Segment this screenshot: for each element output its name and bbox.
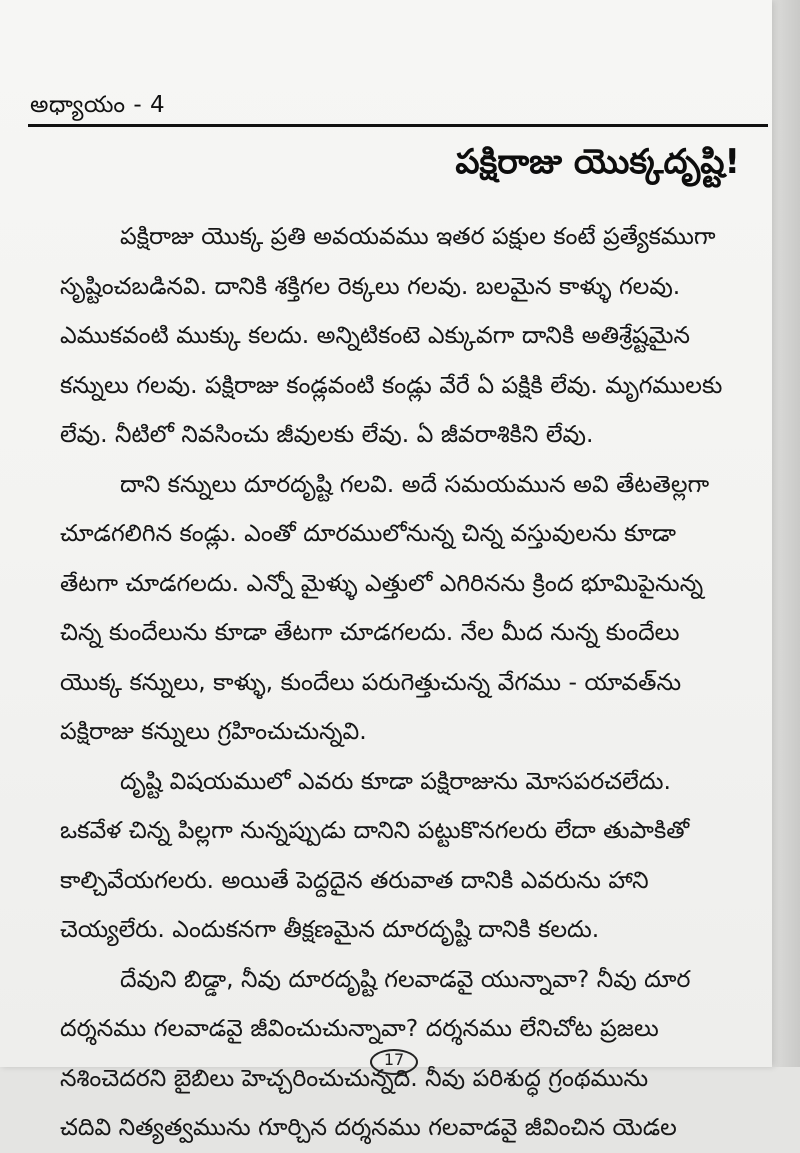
- text-line: దృష్టి విషయములో ఎవరు కూడా పక్షిరాజును మోసపరచలేదు.: [120, 766, 671, 795]
- text-line: నశించెదరని బైబిలు హెచ్చరించుచున్నది. నీవు పరిశుద్ధ గ్రంథమును: [60, 1063, 649, 1092]
- text-line: కాల్చివేయగలరు. అయితే పెద్దదైన తరువాత దానికి ఎవరును హాని: [60, 865, 649, 894]
- text-line: చదివి నిత్యత్వమును గూర్చిన దర్శనము గలవాడవై జీవించిన యెడల: [60, 1113, 677, 1141]
- chapter-title: పక్షిరాజు యొక్కదృష్టి!: [455, 142, 740, 182]
- text-line: కన్నులు గలవు. పక్షిరాజు కండ్లవంటి కండ్లు వేరే ఏ పక్షికి లేవు. మృగములకు: [60, 370, 723, 399]
- text-line: చూడగలిగిన కండ్లు. ఎంతో దూరములోనున్న చిన్న వస్తువులను కూడా: [60, 519, 677, 547]
- chapter-label: అధ్యాయం - 4: [30, 92, 166, 118]
- text-line: దర్శనము గలవాడవై జీవించుచున్నావా? దర్శనము లేనిచోట ప్రజలు: [60, 1014, 659, 1042]
- text-line: పక్షిరాజు యొక్క ప్రతి అవయవము ఇతర పక్షుల కంటే ప్రత్యేకముగా: [120, 222, 716, 250]
- text-line: సృష్టించబడినవి. దానికి శక్తిగల రెక్కలు గలవు. బలమైన కాళ్ళు గలవు.: [60, 271, 681, 300]
- page-number: 17: [370, 1049, 418, 1075]
- text-line: చిన్న కుందేలును కూడా తేటగా చూడగలదు. నేల మీద నున్న కుందేలు: [60, 618, 680, 646]
- text-line: ఎముకవంటి ముక్కు కలదు. అన్నిటికంటె ఎక్కువగా దానికి అతిశ్రేష్టమైన: [60, 321, 690, 349]
- text-line: లేవు. నీటిలో నివసించు జీవులకు లేవు. ఏ జీవరాశికిని లేవు.: [60, 420, 594, 448]
- text-line: దాని కన్నులు దూరదృష్టి గలవి. అదే సమయమున అవి తేటతెల్లగా: [120, 469, 710, 498]
- header-rule: [28, 124, 768, 127]
- text-line: దేవుని బిడ్డా, నీవు దూరదృష్టి గలవాడవై యున్నావా? నీవు దూర: [120, 964, 691, 993]
- text-line: ఒకవేళ చిన్న పిల్లగా నున్నప్పుడు దానిని పట్టుకొనగలరు లేదా తుపాకితో: [60, 816, 690, 844]
- text-line: పక్షిరాజు కన్నులు గ్రహించుచున్నవి.: [60, 717, 367, 745]
- text-line: యొక్క కన్నులు, కాళ్ళు, కుందేలు పరుగెత్తుచున్న వేగము - యావత్‌ను: [60, 667, 682, 696]
- text-line: చెయ్యలేరు. ఎందుకనగా తీక్షణమైన దూరదృష్టి దానికి కలదు.: [60, 915, 600, 943]
- text-line: తేటగా చూడగలదు. ఎన్నో మైళ్ళు ఎత్తులో ఎగిరినను క్రింద భూమిపైనున్న: [60, 568, 704, 597]
- body-text: [60, 212, 760, 1153]
